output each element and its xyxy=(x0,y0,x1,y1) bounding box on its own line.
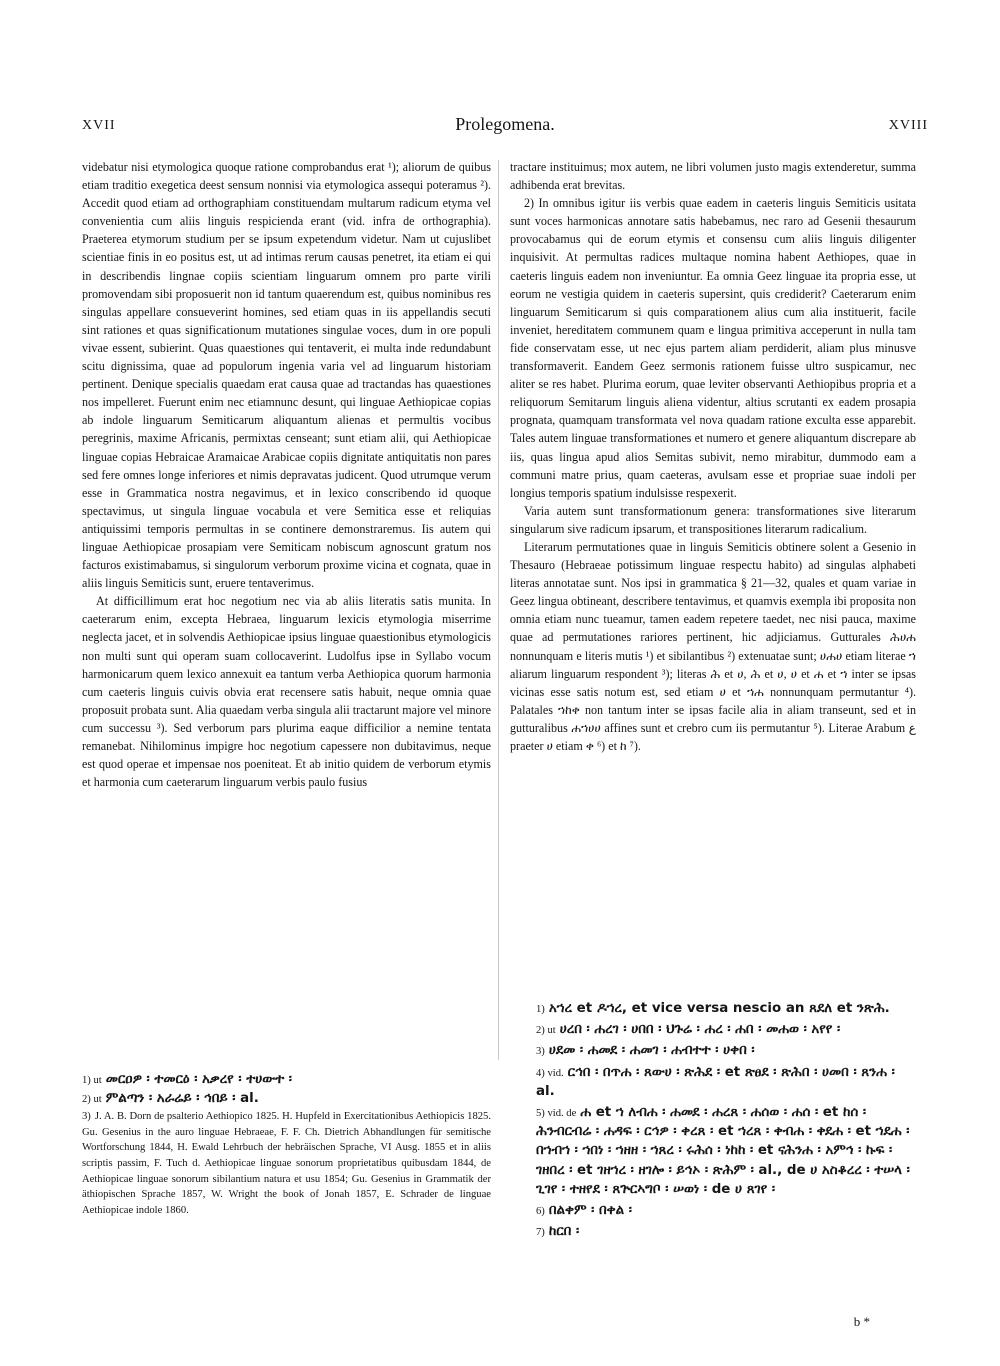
left-footnotes xyxy=(82,1072,491,1220)
footnote-text: መርዐዎ ፡ ተመርዕ ፡ አቃረየ ፡ ተሀውተ ፡ xyxy=(105,1072,292,1087)
right-paragraph-1: tractare instituimus; mox autem, ne libri volumen justo magis extenderetur, summa adhibenda erat brevitas. xyxy=(510,160,916,193)
footnote-left-2 xyxy=(82,1091,491,1108)
footnote-mark: 2) ut xyxy=(536,1025,556,1037)
footnote-text: ምልጣን ፡ አራሬይ ፡ ኅበይ ፡ al. xyxy=(105,1090,259,1106)
footnote-left-1 xyxy=(82,1072,491,1089)
footnote-mark: 1) ut xyxy=(82,1075,102,1086)
footnote-right-5 xyxy=(536,1104,918,1200)
page-header xyxy=(82,114,928,144)
left-paragraph-2: At difficillimum erat hoc negotium nec via ab aliis literatis satis munita. In caeterarum enim, excepta Hebraea, linguarum lexicis etymologia miserrime neglecta jacet, et in solvendis Aethiopicae ipsius linguae quaestionibus etymologicis non multi sunt qui operam suam collocaverint. Ludolfus ipse in Syllabo vocum harmonicarum quem lexico annexuit ea tantum verba Aethiopica quorum harmonia cum caeteris linguis cuivis obvia erat recensere satis habuit, neque omnia quae proposuit probata sunt. Alia quaedam verba singula alii tractarunt majore vel minore cum successu ³). Sed verborum pars plurima eaque difficilior a nemine tentata remanebat. Nihilominus impigre hoc negotium capessere non dubitavimus, neque est quod operae et impensae nos poeniteat. Et ab initio quidem de verborum etymis et harmonia cum caeterarum linguarum verbis paulo fusius xyxy=(82,594,491,790)
footnote-text: J. A. B. Dorn de psalterio Aethiopico 1825. H. Hupfeld in Exercitationibus Aethiopicis 1825. Gu. Gesenius in the auro linguae Hebraeae, F. F. Ch. Dietrich Abhandlungen für semitische Wortforschung 1844, H. Ewald Lehrbuch der hebräischen Sprache, VI Ausg. 1855 et in aliis scriptis passim, F. Tuch d. Aethiopicae linguae sonorum proprietatibus quibusdam 1844, de Aethiopicae linguae sonorum sibilantium natura et usu 1854; Gu. Gesenius in Grammatik der äthiopischen Sprache 1857, W. Wright the book of Jonah 1857, E. Schrader de linguae Aethiopicae indole 1860. xyxy=(82,1111,491,1216)
footnote-text: ሐ et ኀ ለብሐ ፡ ሐመደ ፡ ሐረጸ ፡ ሐሰወ ፡ ሐሰ ፡ et ከሰ ፡ ሕንብርብሬ ፡ ሐዳፍ ፡ ርኅዎ ፡ ቀረጸ ፡ et ኀረጸ ፡ ቀብሐ ፡ ቀደሐ ፡ et ኀደሐ ፡ በኀብኀ ፡ ኀበነ ፡ ኀዘዘ ፡ ኀጸረ ፡ ሩሕሰ ፡ ነከከ ፡ et ናሕንሐ ፡ አምኅ ፡ ኩፍ ፡ ገዘበረ ፡ et ገዘኀረ ፡ ዘገሎ ፡ ይኅኦ ፡ ጽሕም ፡ al., de ሀ አስቆረረ ፡ ተሠላ ፡ ጊገየ ፡ ተዘየደ ፡ ጸጕርኣግቦ ፡ ሠወነ ፡ de ሀ ጸገየ ፡ xyxy=(536,1105,910,1197)
signature-mark: b * xyxy=(853,1314,870,1329)
page-title: Prolegomena. xyxy=(455,114,555,134)
footnote-right-6 xyxy=(536,1202,918,1221)
footnote-mark: 1) xyxy=(536,1004,545,1015)
footnote-right-2 xyxy=(536,1021,918,1040)
footnote-mark: 3) xyxy=(82,1111,91,1123)
left-column xyxy=(82,158,491,791)
footnote-mark: 5) vid. de xyxy=(536,1108,577,1120)
right-column xyxy=(510,158,916,755)
right-paragraph-2: 2) In omnibus igitur iis verbis quae eadem in caeteris linguis Semiticis usitata sunt voces harmonicas annotare satis habebamus, nec raro ad Gesenii thesaurum provocabamus qui de eorum etymis et consensu cum aliis linguis diligenter inquisivit. At permultas radices multaque nomina habent Aethiopes, quae in caeteris linguis eadem non inveniuntur. Ea omnia Geez linguae ita propria esse, ut eorum ne vestigia quidem in caeteris supersint, quis crediderit? Caeterarum enim linguarum Semiticarum si quis comparationem alius cum alia instituerit, facile inveniet, hereditatem communem quam e lingua primitiva acceperunt in nulla tam fide conservatam esse, ut nec ejus partem aliam perdiderit, aliam plus minusve transformaverit. Eandem Geez sermonis rationem fuisse ultro suspicamur, nec aliter se res habet. Plurima eorum, quae leviter observanti Aethiopibus propria et a reliquorum Semitarum linguis aliena videntur, altius scrutanti ex eadem prosapia prognata, quamquam transformata vel nova quadam ratione exculta esse apparebit. Tales autem linguae transformationes et numero et genere aliquantum discrepare ab iis, quas lingua apud alios Semitas subivit, nemo mirabitur, dummodo eam a communi matre prius, quam caeteras, avulsam esse et propriae suae indoli per longius temporis spatium indulsisse respexerit. xyxy=(510,196,916,500)
right-paragraph-3: Varia autem sunt transformationum genera: transformationes sive literarum singularum sive radicum ipsarum, et transpositiones literarum radicalium. xyxy=(510,503,916,536)
footnote-right-7 xyxy=(536,1223,918,1242)
footnote-right-4 xyxy=(536,1064,918,1102)
footnote-mark: 3) xyxy=(536,1046,545,1058)
footnote-left-3 xyxy=(82,1109,491,1218)
footnote-text: ሀረበ ፡ ሐረገ ፡ ሀበበ ፡ ህጉሬ ፡ ሐረ ፡ ሐበ ፡ መሐወ ፡ አየየ ፡ xyxy=(559,1022,841,1038)
footnote-text: ከርበ ፡ xyxy=(548,1224,580,1240)
footnote-right-3 xyxy=(536,1042,918,1061)
footnote-text: ሀደመ ፡ ሐመደ ፡ ሐመገ ፡ ሐብተተ ፡ ሀቀበ ፡ xyxy=(548,1043,755,1059)
footnote-right-1 xyxy=(536,1000,918,1019)
right-footnotes xyxy=(536,1000,918,1244)
footnote-mark: 6) xyxy=(536,1206,545,1218)
left-paragraph-1: videbatur nisi etymologica quoque ratione comprobandus erat ¹); aliorum de quibus etiam traditio exegetica deest sensum nonnisi via etymologica assequi poteramus ²). Accedit quod etiam ad orthographiam constituendam multarum radicum etyma vel convenientia cum aliis linguis respicienda erant (vid. infra de orthographia). Praeterea etymorum studium per se ipsum expetendum videtur. Nam ut cujuslibet scientiae finis in eo positus est, ut ad intimas rerum causas penetret, ita etiam ei qui in describendis lingnae copiis scientiam linguarum omnem pro parte virili promovendam sibi proposuerit non id tantum quaerendum est, quibus nominibus res singulas appellare consueverint homines, sed etiam quas in iis appellandis secuti sint rationes et quas significationum mutationes singulae voces, dum in ore populi vivae essent, subierint. Quas quaestiones qui tentaverit, ei multa inde redundabunt scitu dignissima, quae ad populorum ingenia varia vel ad linguarum historiam pertinent. Denique specialis quaedam erat causa quae ad tractandas has quaestiones nos impelleret. Fuerunt enim nec etiamnunc desunt, qui linguae Aethiopicae copias ab indole linguarum Semiticarum aliquantum alienas et permultis vocibus peregrinis, maxime Africanis, permixtas censeant; sunt etiam alii, qui Aethiopicae linguae copias Hebraicae Aramaicae Arabicae copiis dignitate antiquitatis non pares sed fere omnes longe inferiores et nimis depravatas judicent. Quod utrumque verum esse in Grammatica nostra negavimus, et in lexico conscribendo id quoque spectavimus, ut singula linguae vocabula et vere Semitica esse et reliquias antiquissimi temporis permultas in se continere demonstraremus. Iis autem qui linguae Aethiopicae prosapiam vere Semiticam nobiscum agnoscunt gratum nos facturos existimabamus, si singulorum verborum proxime vicina et cognata, quae in aliis linguis Semiticis sunt, eruere tentaverimus. xyxy=(82,160,491,591)
right-paragraph-4: Literarum permutationes quae in linguis Semiticis obtinere solent a Gesenio in Thesauro (Hebraeae potissimum linguae respectu habito) ad singulas alphabeti literas annotatae sunt. Nos ipsi in grammatica § 21—32, quales et quam variae in Geez lingua obtineant, describere tentavimus, et quamvis exempla ibi proposita non omnia etiam nunc tueamur, tamen eadem repetere taedet, nec nisi pauca, maxime quae ad permutationes rariores pertinent, hic adjiciamus. Gutturales ሕሀሐ nonnunquam e literis mutis ¹) et sibilantibus ²) extenuatae sunt; ሀሐሀ etiam literae ኀ aliarum linguarum respondent ³); literas ሕ et ሀ, ሕ et ሀ, ሀ et ሐ et ኀ inter se ipsas vicinas esse satis notum est, sed etiam ሀ et ኀሐ nonnunquam permutantur ⁴). Palatales ኀከቀ non tantum inter se ipsas facile alia in aliam transeunt, sed et in gutturalibus ሐኀሀሀ affines sunt et crebro cum iis permutantur ⁵). Literae Arabum ع praeter ሀ etiam ቀ ⁶) et ከ ⁷). xyxy=(510,539,916,753)
column-divider xyxy=(498,160,499,1060)
footnote-text: አኀረ et ዶኀረ, et vice versa nescio an ጸደለ et ንጽሕ. xyxy=(548,1001,890,1016)
footnote-text: ርኅበ ፡ በጥሐ ፡ ጸውሀ ፡ ጽሕደ ፡ et ጽፀደ ፡ ጽሕበ ፡ ሀመበ ፡ ጸንሐ ፡ al. xyxy=(536,1064,895,1099)
right-page-number: XVIII xyxy=(888,118,928,133)
footnote-text: በልቀም ፡ በቀል ፡ xyxy=(548,1203,632,1219)
footnote-mark: 7) xyxy=(536,1227,545,1239)
footnote-mark: 2) ut xyxy=(82,1093,102,1105)
footnote-mark: 4) vid. xyxy=(536,1067,564,1079)
left-page-number: XVII xyxy=(82,118,116,133)
